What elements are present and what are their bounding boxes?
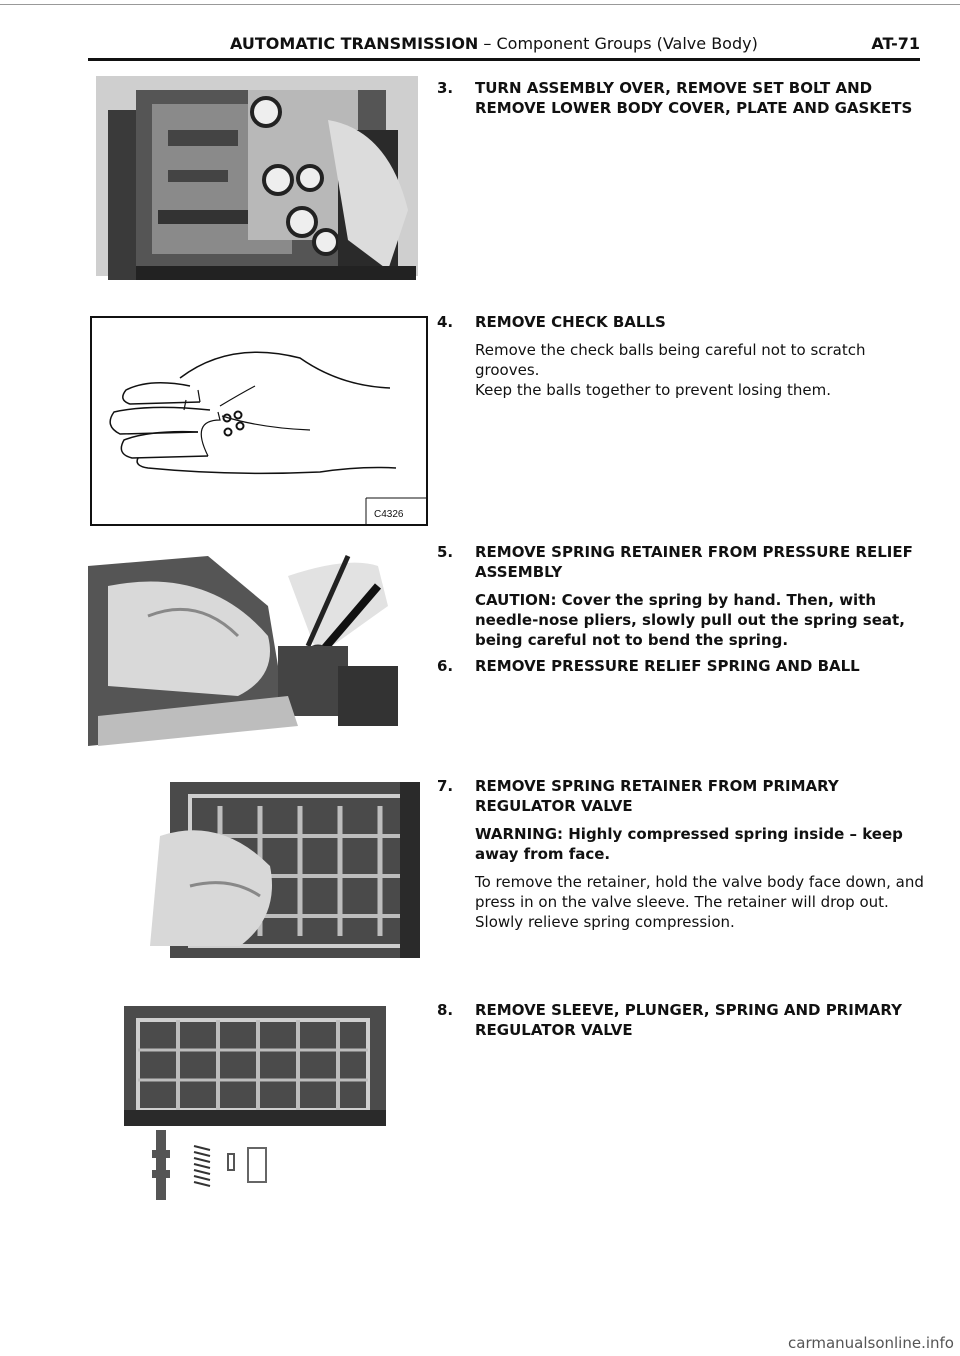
- step-7: [437, 776, 927, 932]
- step-8: [437, 1000, 927, 1040]
- step-4-text-2: Keep the balls together to prevent losing them.: [475, 381, 832, 399]
- photo-regulator-parts: [118, 1000, 390, 1204]
- page-header: [88, 34, 920, 61]
- step-7-number: 7.: [437, 777, 454, 795]
- photo-primary-regulator-image: [130, 776, 426, 962]
- photo-primary-regulator: [130, 776, 426, 962]
- footer-watermark: carmanualsonline.info: [788, 1334, 954, 1352]
- photo-pressure-relief-pliers: [88, 546, 424, 754]
- step-6-heading: REMOVE PRESSURE RELIEF SPRING AND BALL: [475, 657, 860, 675]
- step-8-number: 8.: [437, 1001, 454, 1019]
- top-rule: [0, 4, 960, 5]
- step-3: [437, 78, 927, 118]
- step-7-text: To remove the retainer, hold the valve body face down, and press in on the valve sleeve. The retainer will drop out. Slowly relieve spring compression.: [475, 873, 924, 931]
- photo-pressure-relief-pliers-image: [88, 546, 424, 754]
- figure-check-balls: [90, 316, 428, 526]
- photo-lower-body-cover: [88, 70, 428, 288]
- step-7-warning: WARNING: Highly compressed spring inside – keep away from face.: [475, 825, 903, 863]
- header-title-rest: – Component Groups (Valve Body): [478, 34, 758, 53]
- photo-lower-body-cover-image: [88, 70, 428, 288]
- step-7-heading: REMOVE SPRING RETAINER FROM PRIMARY REGULATOR VALVE: [475, 777, 839, 815]
- figure-code: C4326: [374, 509, 404, 520]
- step-4-number: 4.: [437, 313, 454, 331]
- step-6: [437, 656, 927, 676]
- step-3-number: 3.: [437, 79, 454, 97]
- step-4-text: Remove the check balls being careful not to scratch grooves.: [475, 341, 866, 379]
- step-5-caution: CAUTION: Cover the spring by hand. Then, with needle-nose pliers, slowly pull out the spring seat, being careful not to bend the spring.: [475, 591, 905, 649]
- header-title: [230, 34, 758, 53]
- step-5-number: 5.: [437, 543, 454, 561]
- step-3-heading: TURN ASSEMBLY OVER, REMOVE SET BOLT AND REMOVE LOWER BODY COVER, PLATE AND GASKETS: [475, 79, 913, 117]
- step-8-heading: REMOVE SLEEVE, PLUNGER, SPRING AND PRIMARY REGULATOR VALVE: [475, 1001, 902, 1039]
- step-6-number: 6.: [437, 657, 454, 675]
- header-title-bold: AUTOMATIC TRANSMISSION: [230, 34, 479, 53]
- step-5: [437, 542, 927, 650]
- step-5-heading: REMOVE SPRING RETAINER FROM PRESSURE RELIEF ASSEMBLY: [475, 543, 913, 581]
- step-4: [437, 312, 927, 400]
- photo-regulator-parts-image: [118, 1000, 390, 1204]
- figure-check-balls-image: [90, 316, 428, 526]
- step-4-heading: REMOVE CHECK BALLS: [475, 313, 666, 331]
- page-number: AT-71: [871, 34, 920, 53]
